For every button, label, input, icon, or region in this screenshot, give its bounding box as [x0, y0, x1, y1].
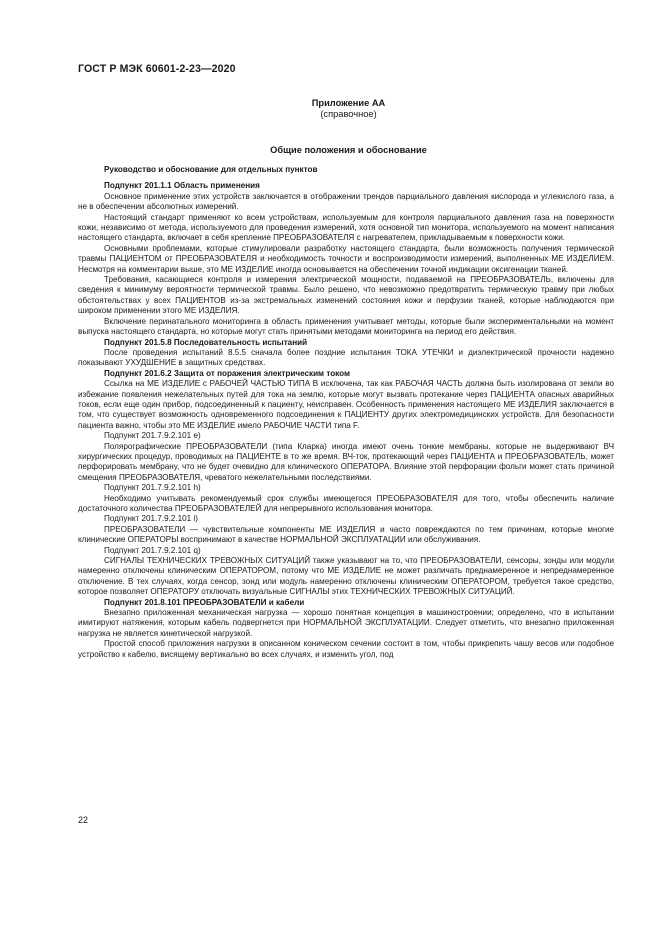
annex-title: Приложение АА	[311, 98, 386, 108]
paragraph: ПРЕОБРАЗОВАТЕЛИ — чувствительные компоненты МЕ ИЗДЕЛИЯ и часто повреждаются по тем причинам, которые многие клинические ОПЕРАТОРЫ воспринимают в качестве НОРМАЛЬНОЙ ЭКСПЛУАТАЦИИ или обслуживания.	[78, 524, 614, 545]
paragraph: Необходимо учитывать рекомендуемый срок службы имеющегося ПРЕОБРАЗОВАТЕЛЯ для того, чтобы обеспечить наличие достаточного количества ПРЕОБРАЗОВАТЕЛЕЙ для непрерывного использования монитора.	[78, 493, 614, 513]
paragraph: Настоящий стандарт применяют ко всем устройствам, используемым для контроля парциального давления газа на поверхности кожи, независимо от метода, используемого для проведения измерений, хотя основной тип монитора, используемого на момент написания настоящего стандарта, включает в себя крепление ПРЕОБРАЗОВАТЕЛЯ с нагревателем, прикладываемым к поверхности кожи.	[78, 212, 614, 243]
paragraph: СИГНАЛЫ ТЕХНИЧЕСКИХ ТРЕВОЖНЫХ СИТУАЦИЙ также указывают на то, что ПРЕОБРАЗОВАТЕЛИ, сенсоры, зонды или модули намеренно отключены клиническим ОПЕРАТОРОМ, потому что МЕ ИЗДЕЛИЕ не может различать преднамеренное и непреднамеренное отключение. В тех случаях, когда сенсор, зонд или модуль намеренно отключены клиническим ОПЕРАТОРОМ, требуется такое средство, которое позволяет ОПЕРАТОРУ отключать визуальные СИГНАЛЫ этих ТЕХНИЧЕСКИХ ТРЕВОЖНЫХ СИТУАЦИЙ.	[78, 556, 614, 597]
subclause-heading: Подпункт 201.5.8 Последовательность испытаний	[104, 337, 308, 347]
paragraph: Включение перинатального мониторинга в область применения учитывает методы, которые были экспериментальными на момент выпуска настоящего стандарта, но которые могут стать принятыми методами мониторинга на период его действия.	[78, 316, 614, 337]
subclause-heading: Подпункт 201.6.2 Защита от поражения электрическим током	[104, 368, 350, 378]
paragraph: Подпункт 201.7.9.2.101 h)	[104, 483, 201, 493]
paragraph: Простой способ приложения нагрузки в описанном коническом сечении состоит в том, чтобы прикрепить чашу весов или подобное устройство к кабелю, висящему вертикально во всех случаях, и изменить угол, под	[78, 639, 614, 659]
paragraph: После проведения испытаний 8.5.5 сначала более поздние испытания ТОКА УТЕЧКИ и диэлектрической прочности надежно показывают УХУДШЕНИЕ в защитных средствах.	[78, 347, 614, 368]
annex-subtitle: (справочное)	[320, 109, 377, 119]
paragraph: Подпункт 201.7.9.2.101 e)	[104, 431, 201, 441]
annex-heading	[0, 98, 661, 120]
paragraph: Требования, касающиеся контроля и измерения электрической мощности, подаваемой на ПРЕОБРАЗОВАТЕЛЬ, включены для сведения к минимуму вероятности термической травмы. Было решено, что невозможно предотвратить термическую травму при любых обстоятельствах у всех ПАЦИЕНТОВ из-за экстремальных изменений состояния кожи и перфузии тканей, которые наблюдаются при широком применении этого МЕ ИЗДЕЛИЯ.	[78, 275, 614, 316]
paragraph: Внезапно приложенная механическая нагрузка — хорошо понятная концепция в машиностроении; определено, что в испытании имитируют натяжения, которым кабель подвергнется при НОРМАЛЬНОЙ ЭКСПЛУАТАЦИИ. Следует отметить, что внезапно приложенная нагрузка не является кинетической нагрузкой.	[78, 608, 614, 638]
section-heading: Руководство и обоснование для отдельных пунктов	[104, 165, 318, 174]
paragraph: Основными проблемами, которые стимулировали разработку настоящего стандарта, были возможность получения термической травмы ПАЦИЕНТОМ от ПРЕОБРАЗОВАТЕЛЯ и необходимость точности и воспроизводимости измерений, выполненных МЕ ИЗДЕЛИЕМ. Несмотря на комментарии выше, это МЕ ИЗДЕЛИЕ иногда основывается на обеспечении точной индикации оксигенации тканей.	[78, 243, 614, 274]
paragraph-list	[78, 181, 614, 660]
document-body	[78, 165, 614, 660]
page-title: Общие положения и обоснование	[270, 145, 427, 155]
subclause-heading: Подпункт 201.8.101 ПРЕОБРАЗОВАТЕЛИ и кабели	[104, 597, 305, 607]
standard-header: ГОСТ Р МЭК 60601-2-23—2020	[78, 63, 236, 75]
page-number: 22	[78, 815, 89, 825]
paragraph: Подпункт 201.7.9.2.101 i)	[104, 514, 198, 524]
paragraph: Ссылка на МЕ ИЗДЕЛИЕ с РАБОЧЕЙ ЧАСТЬЮ ТИПА В исключена, так как РАБОЧАЯ ЧАСТЬ должна быть изолирована от земли во избежание появления нежелательных путей для тока на землю, которые могут вызвать протекание через ПАЦИЕНТА опасных аварийных токов, если еще один прибор, подсоединенный к пациенту, неисправен. Особенность применения настоящего МЕ ИЗДЕЛИЯ заключается в том, что существует возможность одновременного подсоединения к ПАЦИЕНТУ других электромедицинских устройств. Для безопасности пациента важно, чтобы это МЕ ИЗДЕЛИЕ имело РАБОЧИЕ ЧАСТИ типа F.	[78, 379, 614, 430]
paragraph: Подпункт 201.7.9.2.101 q)	[104, 545, 201, 555]
paragraph: Полярографические ПРЕОБРАЗОВАТЕЛИ (типа Кларка) иногда имеют очень тонкие мембраны, которые не выдерживают ВЧ хирургических процедур, проводимых на ПАЦИЕНТЕ в то же время. ВЧ-ток, протекающий через ПАЦИЕНТА и ПРЕОБРАЗОВАТЕЛЬ, может перфорировать мембрану, что не будет очевидно для клинического ОПЕРАТОРА. Влияние этой перфорации фольги может стать причиной смещения ПРЕОБРАЗОВАТЕЛЯ, чреватого нежелательными последствиями.	[78, 441, 614, 482]
subclause-heading: Подпункт 201.1.1 Область применения	[104, 181, 260, 191]
paragraph: Основное применение этих устройств заключается в отображении трендов парциального давления кислорода и углекислого газа, а не в обеспечении абсолютных измерений.	[78, 191, 614, 212]
